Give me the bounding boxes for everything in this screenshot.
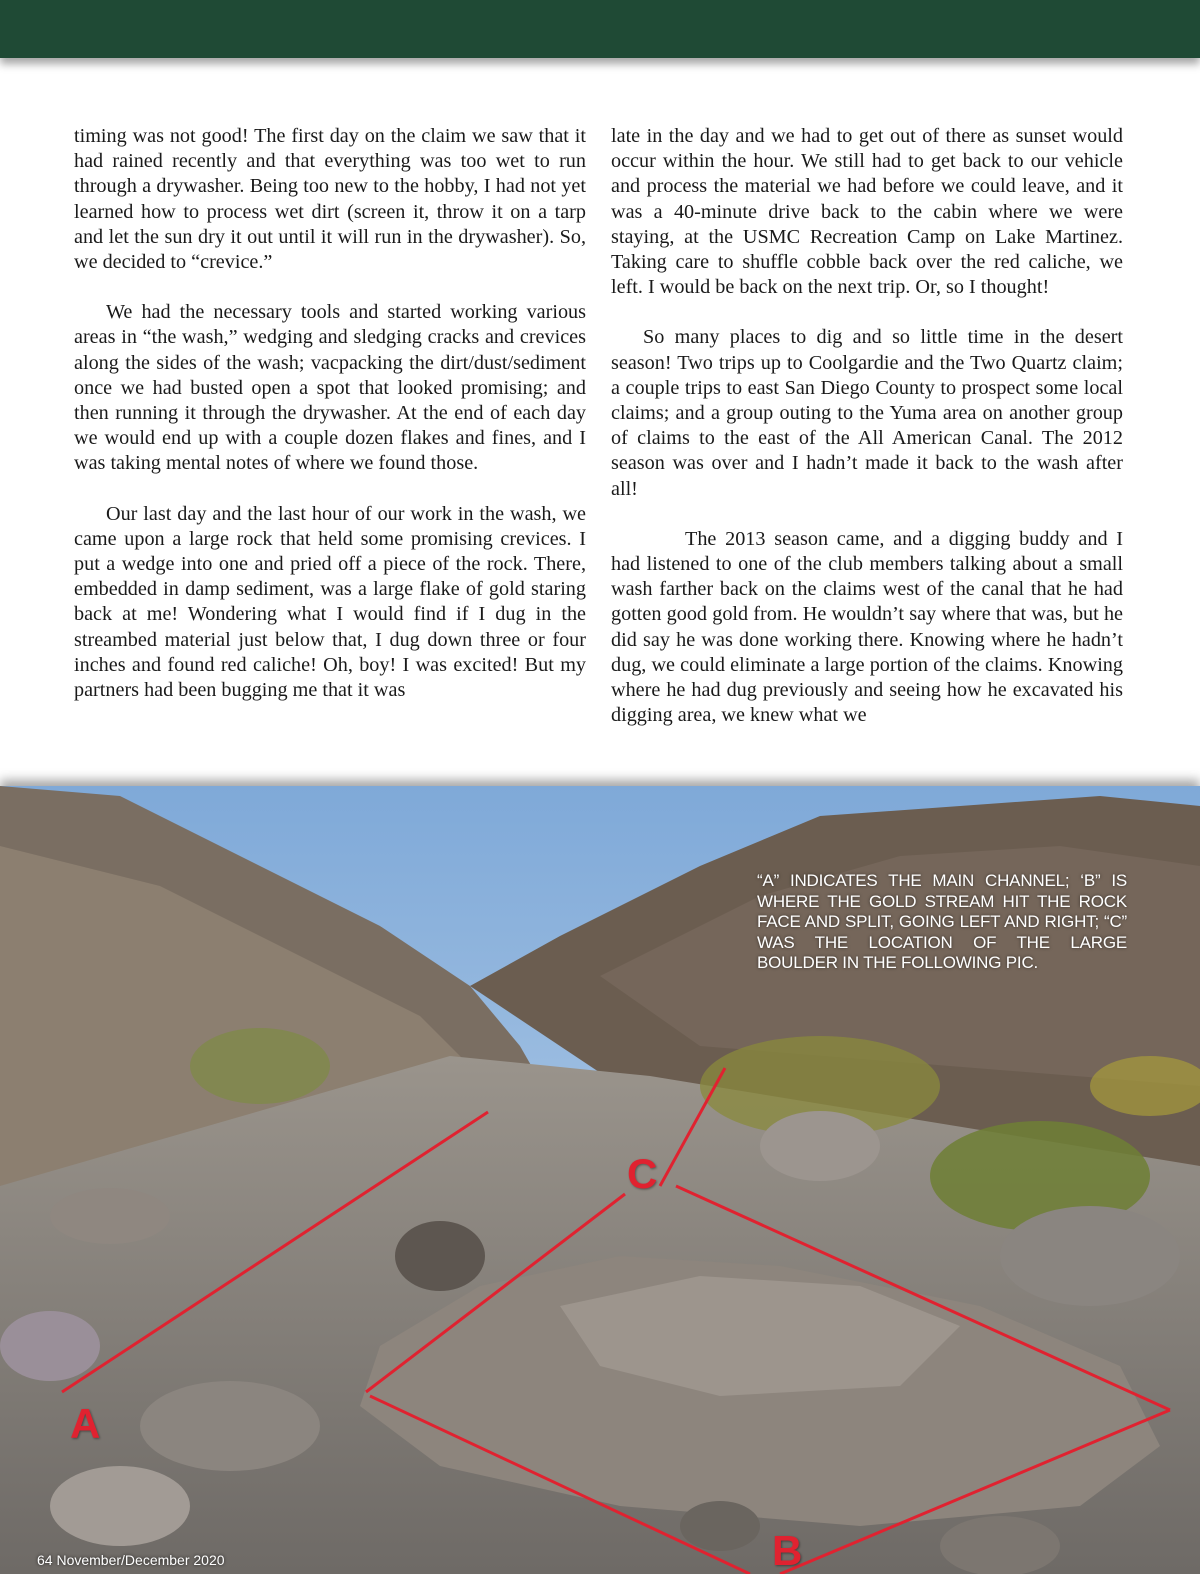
paragraph: So many places to dig and so little time in the desert season! Two trips up to Coolgardie and the Two Quartz claim; a couple trips to east San Diego County to prospect some local claims; and a group outing to the Yuma area on another group of claims to the east of the All American Canal. The 2012 season was over and I hadn’t made it back to the wash after all!	[611, 326, 1123, 500]
paragraph: late in the day and we had to get out of there as sunset would occur within the hour. We still had to get back to our vehicle and process the material we had before we could leave, and it was a 40-minute drive back to the cabin where we were staying, at the USMC Recreation Camp on Lake Martinez. Taking care to shuffle cobble back over the red caliche, we left. I would be back on the next trip. Or, so I thought!	[611, 125, 1123, 299]
photo-caption: “A” INDICATES THE MAIN CHANNEL; ‘B” IS WHERE THE GOLD STREAM HIT THE ROCK FACE AND SPLIT, GOING LEFT AND RIGHT; “C” WAS THE LOCATION OF THE LARGE BOULDER IN THE FOLLOWING PIC.	[757, 871, 1127, 972]
marker-b: B	[772, 1527, 803, 1574]
paragraph: The 2013 season came, and a digging buddy and I had listened to one of the club members talking about a small wash farther back on the claims west of the canal that he had gotten good gold from. He wouldn’t say where that was, but he did say he was done working there. Knowing where he hadn’t dug, we could eliminate a large portion of the claims. Knowing where he had dug previously and seeing how he excavated his digging area, we knew what we	[611, 527, 1123, 727]
paragraph: timing was not good! The first day on the claim we saw that it had rained recently and that everything was too wet to run through a drywasher. Being too new to the hobby, I had not yet learned how to process wet dirt (screen it, throw it on a tarp and let the sun dry it out until it will run in the drywasher). So, we decided to “crevice.”	[74, 125, 586, 274]
marker-c: C	[627, 1150, 658, 1197]
article-column-right	[611, 124, 1123, 753]
header-band	[0, 0, 1200, 58]
page-folio: 64 November/December 2020	[37, 1552, 225, 1568]
marker-a: A	[70, 1400, 101, 1447]
paragraph: Our last day and the last hour of our work in the wash, we came upon a large rock that held some promising crevices. I put a wedge into one and pried off a piece of the rock. There, embedded in damp sediment, was a large flake of gold staring back at me! Wondering what I would find if I dug in the streambed material just below that, I dug down three or four inches and found red caliche! Oh, boy! I was excited! But my partners had been bugging me that it was	[74, 502, 586, 702]
article-column-left	[74, 124, 586, 728]
paragraph: We had the necessary tools and started working various areas in “the wash,” wedging and sledging cracks and crevices along the sides of the wash; vacpacking the dirt/dust/sediment once we had busted open a spot that looked promising; and then running it through the drywasher. At the end of each day we would end up with a couple dozen flakes and fines, and I was taking mental notes of where we found those.	[74, 301, 586, 475]
